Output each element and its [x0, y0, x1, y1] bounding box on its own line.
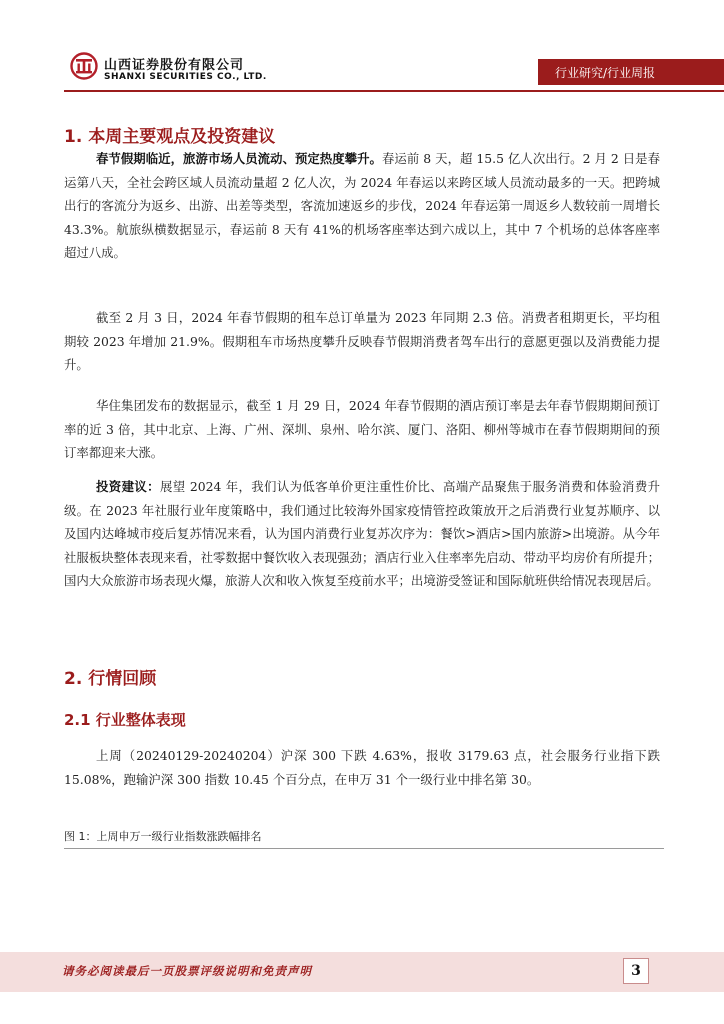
figure-caption: 图 1：上周申万一级行业指数涨跌幅排名: [64, 830, 262, 843]
section-1-heading: 1. 本周主要观点及投资建议: [64, 127, 276, 147]
figure-divider: [64, 848, 664, 849]
shanxi-securities-logo-icon: [70, 52, 98, 80]
page-header: [0, 0, 724, 100]
paragraph-travel-demand: [64, 147, 660, 265]
paragraph-investment-advice: [64, 475, 660, 593]
section-2-heading: 2. 行情回顾: [64, 669, 157, 689]
footer-disclaimer: 请务必阅读最后一页股票评级说明和免责声明: [62, 964, 312, 978]
company-name-cn: 山西证券股份有限公司: [104, 58, 245, 73]
paragraph-lead-bold: 春节假期临近，旅游市场人员流动、预定热度攀升。: [96, 151, 382, 166]
paragraph-body: 春运前 8 天，超 15.5 亿人次出行。2 月 2 日是春运第八天，全社会跨区域人员流动量超 2 亿人次，为 2024 年春运以来跨区域人员流动最多的一天。把跨城出行的客流分为返乡、出游、出差等类型，客流加速返乡的步伐，2024 年春运第一周返乡人数较前一周增长 43.3%。航旅纵横数据显示，春运前 8 天有 41%的机场客座率达到六成以上，其中 7 个机场的总体客座率超过八成。: [64, 151, 660, 261]
header-divider: [64, 90, 724, 92]
company-name-en: SHANXI SECURITIES CO., LTD.: [104, 72, 267, 82]
investment-advice-label: 投资建议：: [96, 479, 160, 494]
investment-advice-body: 展望 2024 年，我们认为低客单价更注重性价比、高端产品聚焦于服务消费和体验消费升级。在 2023 年社服行业年度策略中，我们通过比较海外国家疫情管控政策放开之后消费行业复苏顺序、以及国内达峰城市疫后复苏情况来看，认为国内消费行业复苏次序为：餐饮>酒店>国内旅游>出境游。从今年社服板块整体表现来看，社零数据中餐饮收入表现强劲；酒店行业入住率率先启动、带动平均房价有所提升；国内大众旅游市场表现火爆，旅游人次和收入恢复至疫前水平；出境游受签证和国际航班供给情况表现居后。: [64, 479, 661, 589]
paragraph-hotel-booking: 华住集团发布的数据显示，截至 1 月 29 日，2024 年春节假期的酒店预订率是去年春节假期期间预订率的近 3 倍，其中北京、上海、广州、深圳、泉州、哈尔滨、厦门、洛阳、柳州等城市在春节假期期间的预订率都迎来大涨。: [64, 398, 660, 461]
subsection-2-1-heading: 2.1 行业整体表现: [64, 711, 186, 729]
page-number: 3: [623, 958, 649, 984]
paragraph-market-review: 上周（20240129-20240204）沪深 300 下跌 4.63%，报收 3179.63 点，社会服务行业指下跌 15.08%，跑输沪深 300 指数 10.45 个百分点，在申万 31 个一级行业中排名第 30。: [64, 748, 660, 787]
paragraph-car-rental: 截至 2 月 3 日，2024 年春节假期的租车总订单量为 2023 年同期 2.3 倍。消费者租期更长，平均租期较 2023 年增加 21.9%。假期租车市场热度攀升反映春节假期消费者驾车出行的意愿更强以及消费能力提升。: [64, 310, 660, 373]
report-category: 行业研究/行业周报: [555, 66, 656, 80]
